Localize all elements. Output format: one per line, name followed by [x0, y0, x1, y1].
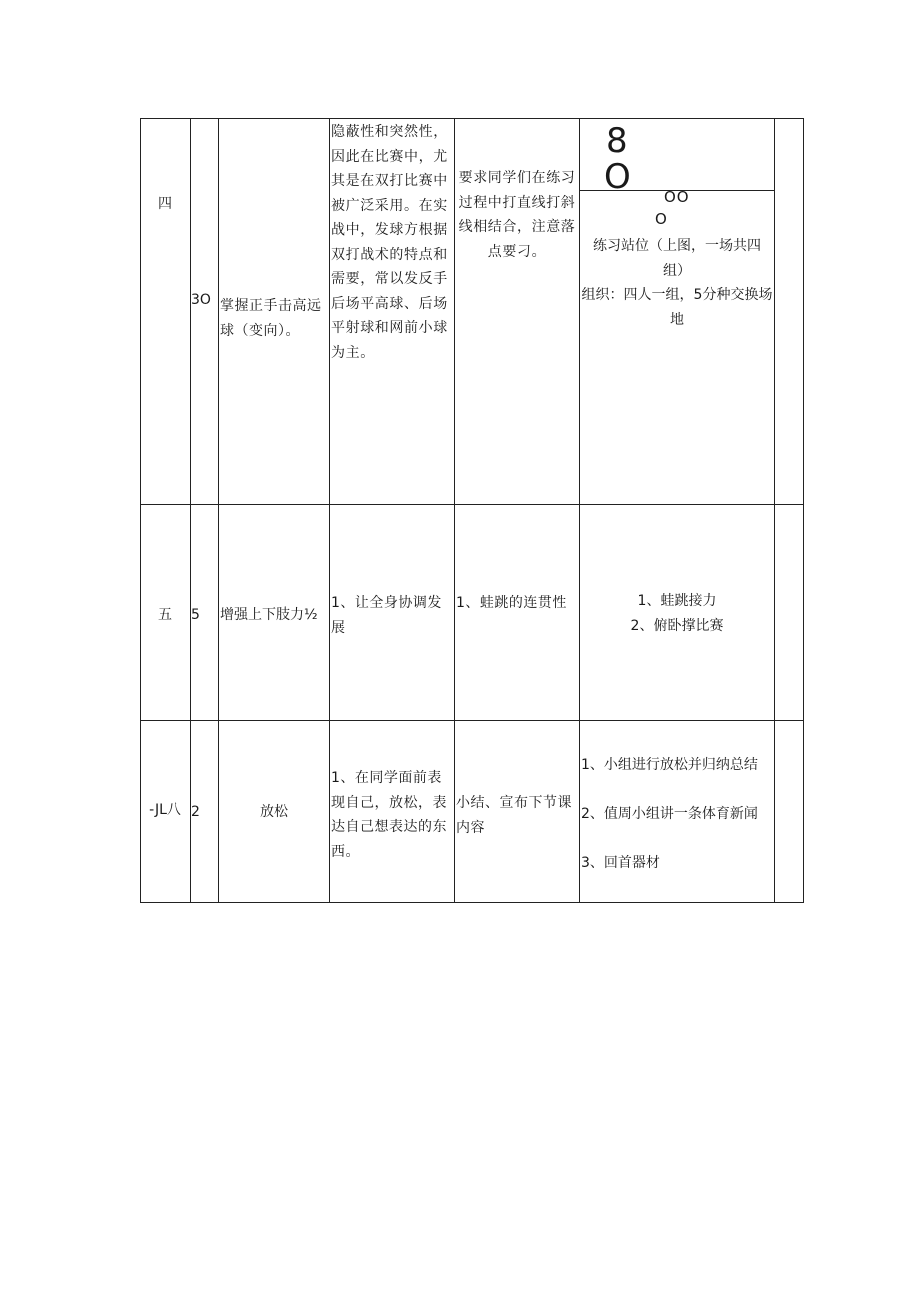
player-mark-pair: OO [664, 188, 690, 206]
minutes: 2 [191, 804, 200, 820]
minutes: 3O [191, 292, 211, 308]
player-mark-top: 8 [606, 121, 628, 161]
column-divider [218, 118, 219, 903]
column-divider [579, 118, 580, 903]
goal-text: 隐蔽性和突然性，因此在比赛中，尤其是在双打比赛中被广泛采用。在实战中，发球方根据双打战术的特点和需要，常以发反手后场平高球、后场平射球和网前小球为主。 [331, 124, 448, 361]
requirement-text: 小结、宣布下节课内容 [456, 795, 572, 836]
section-label: -JL八 [149, 802, 181, 818]
goal-text: 1、让全身协调发展 [331, 595, 442, 636]
row-divider [140, 504, 804, 505]
organization-line: 3、回首器材 [581, 855, 660, 871]
organization-line: 1、小组进行放松并归纳总结 [581, 757, 758, 773]
player-mark-bottom: O [604, 157, 631, 197]
table-border-left [140, 118, 141, 903]
section-label: 四 [158, 196, 172, 212]
column-divider [190, 118, 191, 903]
minutes: 5 [191, 607, 200, 623]
row-divider [140, 720, 804, 721]
column-divider [454, 118, 455, 903]
column-divider [774, 118, 775, 903]
organization-line: 练习站位（上图，一场共四组） [593, 238, 761, 279]
lesson-plan-table [140, 118, 804, 903]
organization-line: 组织：四人一组，5分种交换场地 [581, 287, 773, 328]
table-border-bottom [140, 902, 804, 903]
content-text: 增强上下肢力½ [220, 607, 318, 623]
table-border-right [803, 118, 804, 903]
content-text: 掌握正手击高远球（变向）。 [220, 298, 322, 339]
content-text: 放松 [260, 804, 288, 820]
organization-line: 2、值周小组讲一条体育新闻 [581, 806, 758, 822]
organization-line: 2、俯卧撑比赛 [630, 618, 724, 634]
requirement-text: 要求同学们在练习过程中打直线打斜线相结合，注意落点要刁。 [458, 170, 576, 260]
table-border-top [140, 118, 804, 119]
requirement-text: 1、蛙跳的连贯性 [456, 595, 567, 611]
organization-line: 1、蛙跳接力 [637, 593, 717, 609]
column-divider [329, 118, 330, 903]
goal-text: 1、在同学面前表现自己，放松，表达自己想表达的东西。 [331, 770, 447, 860]
player-mark-single: O [655, 210, 668, 228]
section-label: 五 [158, 607, 172, 623]
